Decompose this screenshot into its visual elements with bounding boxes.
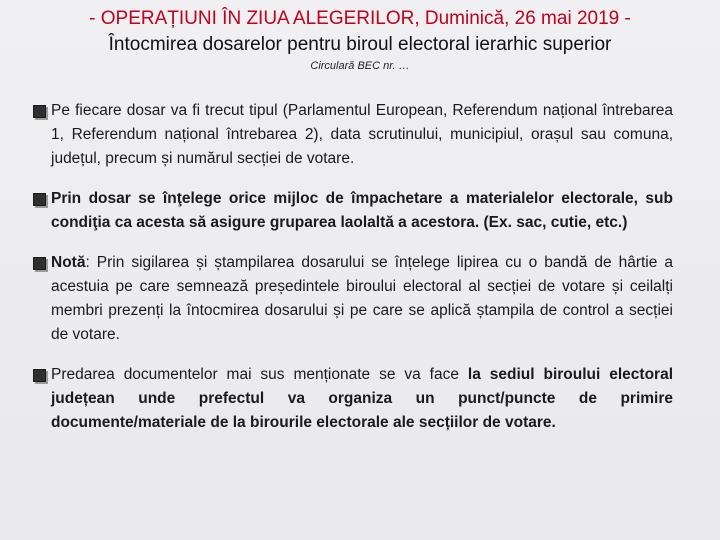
title-line-topic: Întocmirea dosarelor pentru biroul electoral ierarhic superior [108,34,612,55]
bullet-text: : Prin sigilarea și ștampilarea dosarului se înțelege lipirea cu o bandă de hârtie a acestuia pe care semnează președintele biroului electoral al secției de votare și ceilalți membri prezenți la întocmirea dosarului și pe care se aplică ștampila de control a secției de votare. [51,254,673,343]
bullet-text: Pe fiecare dosar va fi trecut tipul (Parlamentul European, Referendum național întrebarea 1, Referendum național întrebarea 2), data scrutinului, municipiul, orașul sau comuna, județul, precum și numărul secției de votare. [51,102,673,167]
bullet-item-handover [33,363,673,435]
square-bullet-icon [33,369,46,382]
square-bullet-icon [33,257,46,270]
bullet-text: Prin dosar se înţelege orice mijloc de împachetare a materialelor electorale, sub condiţia ca acesta să asigure gruparea laolaltă a acestora. (Ex. sac, cutie, etc.) [51,190,673,231]
note-label: Notă [51,254,86,271]
slide-title [20,6,700,58]
square-bullet-icon [33,105,46,118]
bullet-list [33,99,673,451]
bullet-item-dosar-definition [33,187,673,235]
square-bullet-icon [33,193,46,206]
title-line-event: - OPERAȚIUNI ÎN ZIUA ALEGERILOR, Duminică, 26 mai 2019 - [89,8,631,29]
bullet-item-note [33,251,673,347]
bullet-item-labeling [33,99,673,171]
bullet-text-emphasis: la sediul biroului electoral județean unde prefectul va organiza un punct/puncte de primire documente/materiale de la birourile electorale ale secțiilor de votare. [51,366,673,431]
circular-reference: Circulară BEC nr. … [310,60,410,72]
bullet-text: Predarea documentelor mai sus menționate se va face [51,366,468,383]
